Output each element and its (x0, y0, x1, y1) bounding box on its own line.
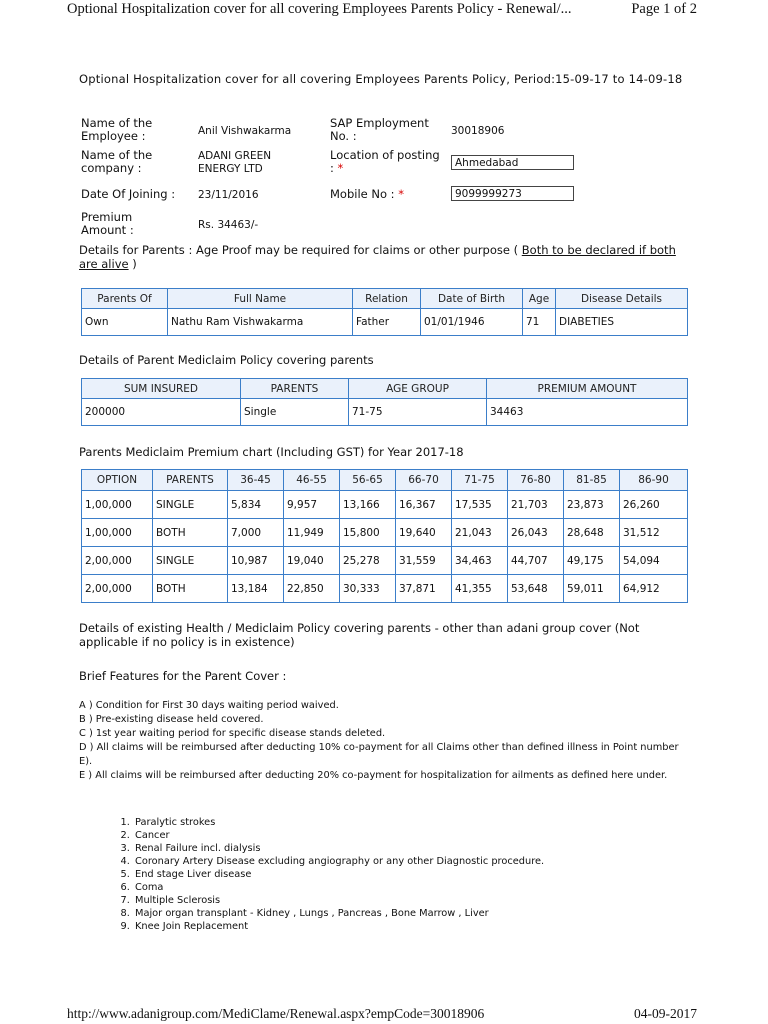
table-cell: 71-75 (349, 399, 487, 426)
policy-table (81, 378, 688, 426)
policy-title: Optional Hospitalization cover for all covering Employees Parents Policy, Period:15-09-17 to 14-09-18 (79, 72, 683, 86)
list-item: 3. Renal Failure incl. dialysis (133, 842, 544, 855)
date-of-joining-value: 23/11/2016 (198, 189, 259, 201)
features-heading: Brief Features for the Parent Cover : (79, 669, 287, 683)
column-header: Age (523, 289, 556, 309)
table-cell: 1,00,000 (82, 519, 153, 547)
table-header-row (82, 470, 688, 491)
table-cell: 17,535 (452, 491, 508, 519)
table-cell: 01/01/1946 (421, 309, 523, 336)
existing-policy-text: Details of existing Health / Mediclaim Policy covering parents - other than adani group cover (Not applicable if no policy is in existence) (79, 621, 640, 649)
sap-number-value: 30018906 (451, 125, 505, 137)
sap-number-label: SAP Employment No. : (330, 116, 429, 143)
column-header: 76-80 (508, 470, 564, 491)
table-row (82, 309, 688, 336)
table-cell: 22,850 (284, 575, 340, 603)
print-footer-url: http://www.adanigroup.com/MediClame/Renewal.aspx?empCode=30018906 (67, 1006, 485, 1021)
print-page-number: Page 1 of 2 (631, 1, 697, 17)
table-cell: 25,278 (340, 547, 396, 575)
table-cell: 9,957 (284, 491, 340, 519)
table-cell: 30,333 (340, 575, 396, 603)
table-cell: 31,512 (620, 519, 688, 547)
table-cell: 64,912 (620, 575, 688, 603)
column-header: Full Name (168, 289, 353, 309)
employee-name-value: Anil Vishwakarma (198, 125, 292, 137)
table-cell: 44,707 (508, 547, 564, 575)
table-cell: 53,648 (508, 575, 564, 603)
table-cell: 34463 (487, 399, 688, 426)
column-header: Parents Of (82, 289, 168, 309)
ailments-list (115, 816, 544, 933)
feature-item: C ) 1st year waiting period for specific disease stands deleted. (79, 728, 386, 739)
table-cell: BOTH (153, 575, 228, 603)
table-header-row (82, 289, 688, 309)
table-cell: 7,000 (228, 519, 284, 547)
table-cell: 5,834 (228, 491, 284, 519)
table-cell: Nathu Ram Vishwakarma (168, 309, 353, 336)
table-cell: SINGLE (153, 491, 228, 519)
premium-amount-value: Rs. 34463/- (198, 219, 259, 231)
table-cell: 11,949 (284, 519, 340, 547)
table-cell: SINGLE (153, 547, 228, 575)
table-cell: 28,648 (564, 519, 620, 547)
table-cell: 26,260 (620, 491, 688, 519)
table-cell: 21,703 (508, 491, 564, 519)
table-cell: 15,800 (340, 519, 396, 547)
column-header: OPTION (82, 470, 153, 491)
parents-details-heading: Details for Parents : Age Proof may be required for claims or other purpose ( Both to be declared if both are alive ) (79, 243, 676, 271)
table-row (82, 491, 688, 519)
print-header (0, 0, 768, 20)
table-row (82, 399, 688, 426)
feature-item: A ) Condition for First 30 days waiting period waived. (79, 700, 339, 711)
list-item: 9. Knee Join Replacement (133, 920, 544, 933)
table-cell: 23,873 (564, 491, 620, 519)
column-header: Disease Details (556, 289, 688, 309)
employee-name-label: Name of the Employee : (81, 116, 153, 143)
table-cell: 71 (523, 309, 556, 336)
required-marker: * (398, 187, 404, 201)
table-cell: Single (241, 399, 349, 426)
list-item: 8. Major organ transplant - Kidney , Lungs , Pancreas , Bone Marrow , Liver (133, 907, 544, 920)
table-row (82, 547, 688, 575)
column-header: SUM INSURED (82, 379, 241, 399)
table-cell: 200000 (82, 399, 241, 426)
column-header: 81-85 (564, 470, 620, 491)
table-cell: BOTH (153, 519, 228, 547)
table-cell: Own (82, 309, 168, 336)
table-cell: 2,00,000 (82, 575, 153, 603)
column-header: Relation (353, 289, 421, 309)
premium-chart-heading: Parents Mediclaim Premium chart (Including GST) for Year 2017-18 (79, 445, 464, 459)
table-cell: 59,011 (564, 575, 620, 603)
print-footer-date: 04-09-2017 (634, 1006, 697, 1021)
table-cell: 1,00,000 (82, 491, 153, 519)
location-label: Location of posting : * (330, 148, 440, 175)
column-header: PREMIUM AMOUNT (487, 379, 688, 399)
table-cell: 19,640 (396, 519, 452, 547)
column-header: 71-75 (452, 470, 508, 491)
column-header: PARENTS (241, 379, 349, 399)
required-marker: * (337, 161, 344, 175)
column-header: Date of Birth (421, 289, 523, 309)
policy-details-heading: Details of Parent Mediclaim Policy covering parents (79, 353, 374, 367)
table-cell: 54,094 (620, 547, 688, 575)
date-of-joining-label: Date Of Joining : (81, 187, 176, 201)
table-cell: 31,559 (396, 547, 452, 575)
column-header: 46-55 (284, 470, 340, 491)
list-item: 1. Paralytic strokes (133, 816, 544, 829)
table-cell: 10,987 (228, 547, 284, 575)
parents-table (81, 288, 688, 336)
table-cell: 26,043 (508, 519, 564, 547)
table-header-row (82, 379, 688, 399)
print-header-title: Optional Hospitalization cover for all covering Employees Parents Policy - Renewal/... (67, 1, 572, 17)
table-cell: 2,00,000 (82, 547, 153, 575)
table-cell: 34,463 (452, 547, 508, 575)
table-cell: 49,175 (564, 547, 620, 575)
table-cell: 21,043 (452, 519, 508, 547)
list-item: 6. Coma (133, 881, 544, 894)
company-name-value: ADANI GREEN ENERGY LTD (198, 150, 272, 175)
column-header: 36-45 (228, 470, 284, 491)
location-input[interactable]: Ahmedabad (451, 155, 574, 170)
column-header: 66-70 (396, 470, 452, 491)
mobile-input[interactable]: 9099999273 (451, 186, 574, 201)
table-cell: 16,367 (396, 491, 452, 519)
premium-chart-table (81, 469, 688, 603)
feature-item: B ) Pre-existing disease held covered. (79, 714, 264, 725)
table-row (82, 575, 688, 603)
table-cell: 13,184 (228, 575, 284, 603)
list-item: 5. End stage Liver disease (133, 868, 544, 881)
table-row (82, 519, 688, 547)
column-header: 86-90 (620, 470, 688, 491)
table-cell: 37,871 (396, 575, 452, 603)
table-cell: 41,355 (452, 575, 508, 603)
column-header: AGE GROUP (349, 379, 487, 399)
column-header: 56-65 (340, 470, 396, 491)
table-cell: DIABETIES (556, 309, 688, 336)
mobile-label: Mobile No : * (330, 187, 404, 201)
company-name-label: Name of the company : (81, 148, 153, 175)
table-cell: Father (353, 309, 421, 336)
feature-item: D ) All claims will be reimbursed after deducting 10% co-payment for all Claims other than defined illness in Point number E). (79, 742, 679, 767)
table-cell: 19,040 (284, 547, 340, 575)
list-item: 7. Multiple Sclerosis (133, 894, 544, 907)
feature-item: E ) All claims will be reimbursed after deducting 20% co-payment for hospitalization for ailments as defined here under. (79, 770, 668, 781)
column-header: PARENTS (153, 470, 228, 491)
list-item: 2. Cancer (133, 829, 544, 842)
list-item: 4. Coronary Artery Disease excluding angiography or any other Diagnostic procedure. (133, 855, 544, 868)
premium-amount-label: Premium Amount : (81, 210, 134, 237)
table-cell: 13,166 (340, 491, 396, 519)
features-list (79, 699, 679, 783)
